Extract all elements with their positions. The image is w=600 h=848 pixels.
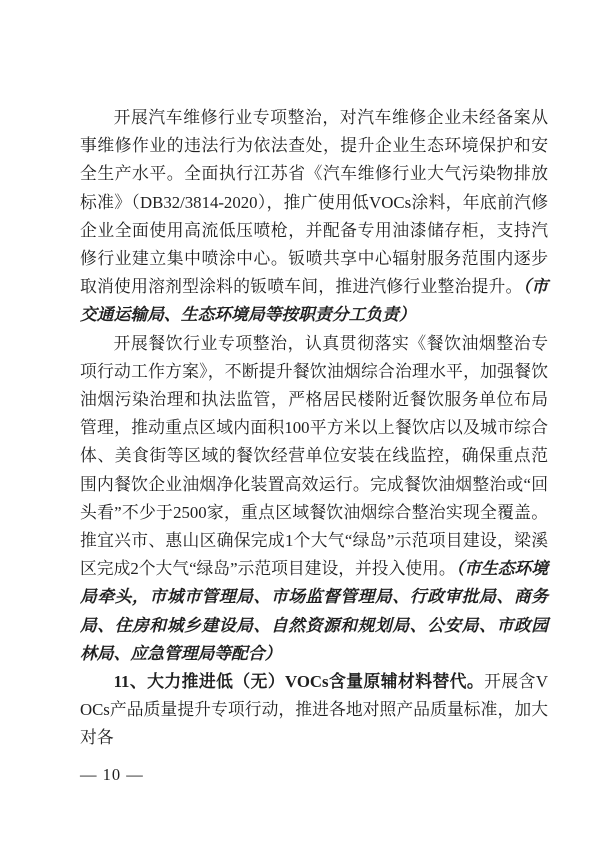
page-number: — 10 —: [80, 765, 144, 784]
text-segment-normal: 开展餐饮行业专项整治，认真贯彻落实《餐饮油烟整治专项行动工作方案》，不断提升餐饮油烟综合治理水平，加强餐饮油烟污染治理和执法监管，严格居民楼附近餐饮服务单位布局管理，推动重点区域内面积100平方米以上餐饮店以及城市综合体、美食街等区域的餐饮经营单位安装在线监控，确保重点范围内餐饮企业油烟净化装置高效运行。完成餐饮油烟整治或“回头看”不少于2500家，重点区域餐饮油烟综合整治实现全覆盖。推宜兴市、惠山区确保完成1个大气“绿岛”示范项目建设，梁溪区完成2个大气“绿岛”示范项目建设，并投入使用。: [80, 333, 548, 579]
text-segment-normal: 开展汽车维修行业专项整治，对汽车维修企业未经备案从事维修作业的违法行为依法查处，提升企业生态环境保护和安全生产水平。全面执行江苏省《汽车维修行业大气污染物排放标准》（DB32/3814-2020），推广使用低VOCs涂料，年底前汽修企业全面使用高流低压喷枪，并配备专用油漆储存柜，支持汽修行业建立集中喷涂中心。钣喷共享中心辐射服务范围内逐步取消使用溶剂型涂料的钣喷车间，推进汽修行业整治提升。: [80, 108, 548, 297]
paragraph: [80, 104, 548, 330]
text-segment-kaiti-bold: （市生态环境局牵头，市城市管理局、市场监督管理局、行政审批局、商务局、住房和城乡建设局、自然资源和规划局、公安局、市政园林局、应急管理局等配合）: [80, 559, 548, 663]
text-segment-bold: 11、大力推进低（无）VOCs含量原辅材料替代。: [113, 672, 485, 692]
paragraph: [80, 330, 548, 668]
text-segment-normal: 开展含VOCs产品质量提升专项行动，推进各地对照产品质量标准，加大对各: [80, 672, 548, 748]
document-body: [80, 104, 548, 753]
text-segment-kaiti-bold: （市交通运输局、生态环境局等按职责分工负责）: [80, 277, 548, 325]
paragraph: [80, 668, 548, 753]
